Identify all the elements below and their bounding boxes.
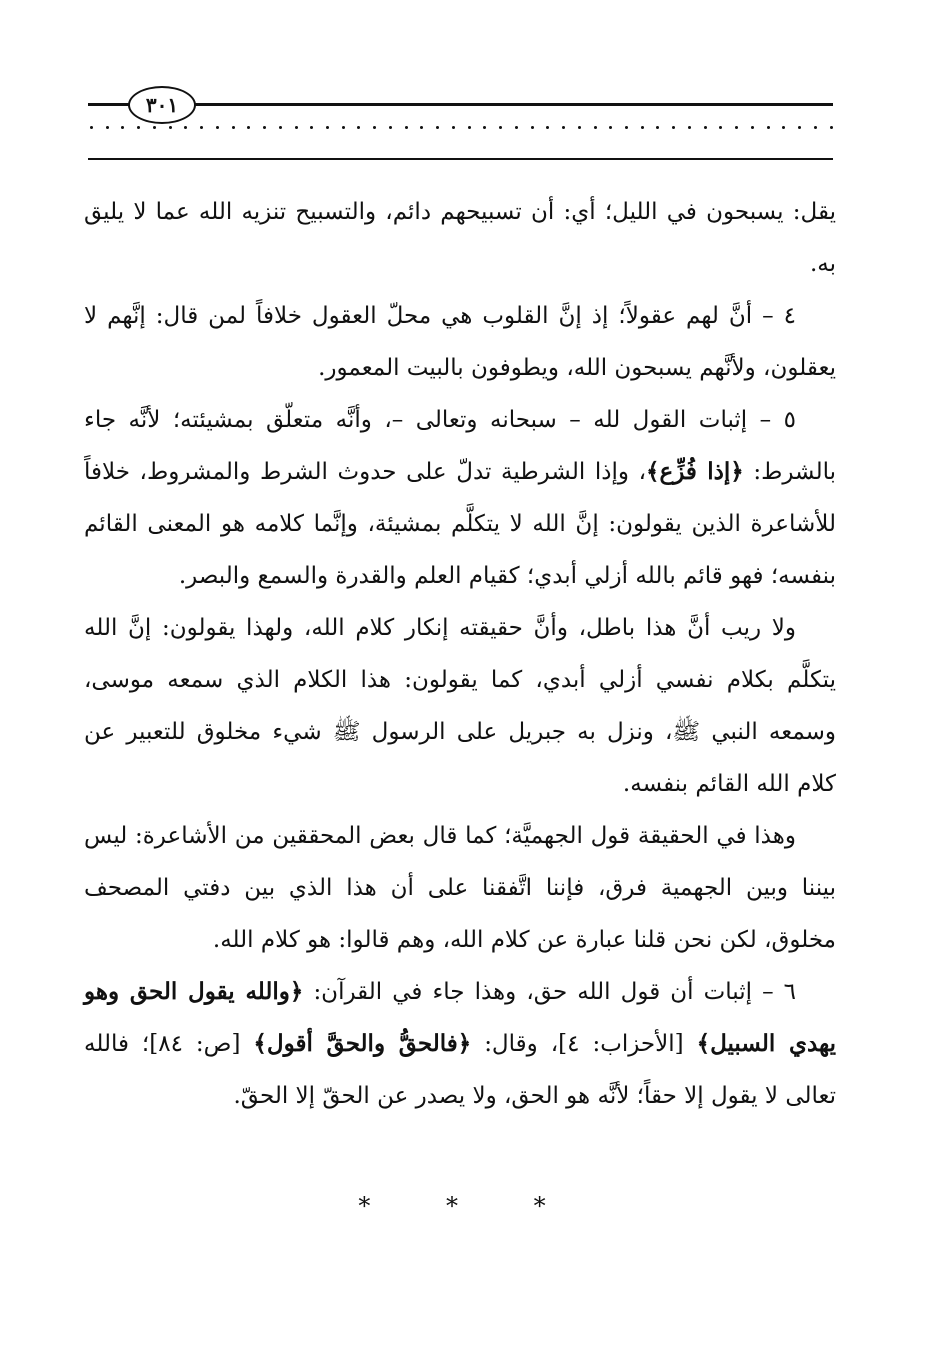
header-dot (751, 126, 754, 129)
header-dot (688, 126, 691, 129)
header-dot (232, 126, 235, 129)
header-dot (609, 126, 612, 129)
header-dot (342, 126, 345, 129)
header-dot (326, 126, 329, 129)
header-dot (137, 126, 140, 129)
paragraph-jahmiyya: وهذا في الحقيقة قول الجهميَّة؛ كما قال بعض المحققين من الأشاعرة: ليس بيننا وبين الجهمية فرق، فإننا اتَّفقنا على أن هذا الذي بين دفتي المصحف مخلوق، لكن نحن قلنا عبارة عن كلام الله، وهم قالوا: هو كلام الله. (84, 823, 836, 953)
header-dot (546, 126, 549, 129)
paragraph-point-5 (84, 394, 836, 602)
page-number-badge (128, 86, 196, 124)
paragraph-1: يقل: يسبحون في الليل؛ أي: أن تسبيحهم دائم، والتسبيح تنزيه الله عما لا يليق به. (84, 199, 836, 277)
quran-reference-ahzab: [الأحزاب: ٤] (558, 1031, 684, 1057)
header-dot (405, 126, 408, 129)
header-dot (121, 126, 124, 129)
header-dot (719, 126, 722, 129)
paragraph-point-4: ٤ – أنَّ لهم عقولاً؛ إذ إنَّ القلوب هي محلّ العقول خلافاً لمن قال: إنَّهم لا يعقلون، ولأنَّهم يسبحون الله، ويطوفون بالبيت المعمور. (84, 303, 836, 381)
header-dot (625, 126, 628, 129)
paragraph-point-6-text-c: ؛ فالله تعالى لا يقول إلا حقاً؛ لأنَّه هو الحق، ولا يصدر عن الحقّ إلا الحقّ. (84, 1031, 836, 1109)
paragraph-point-6-text-b: ، وقال: (484, 1031, 559, 1057)
quran-reference-sad: [ص: ٨٤] (149, 1031, 241, 1057)
header-dot (798, 126, 801, 129)
header-dot (704, 126, 707, 129)
page-number: ٣٠١ (145, 93, 179, 117)
paragraph-point-5-text-a: ٥ – إثبات القول لله – سبحانه وتعالى –، وأنَّه متعلّق بمشيئته؛ لأنَّه جاء بالشرط: (84, 407, 836, 485)
header-top-rule (88, 103, 833, 106)
header-dot (216, 126, 219, 129)
header-dot (184, 126, 187, 129)
header-dot (389, 126, 392, 129)
header-dot (767, 126, 770, 129)
header-dotted-line (90, 126, 833, 136)
header-dot (436, 126, 439, 129)
header-dot (373, 126, 376, 129)
header-dot (153, 126, 156, 129)
header-dot (295, 126, 298, 129)
header-dot (672, 126, 675, 129)
header-dot (578, 126, 581, 129)
header-dot (106, 126, 109, 129)
header-dot (420, 126, 423, 129)
paragraph-point-6 (84, 966, 836, 1122)
header-dot (263, 126, 266, 129)
page-header (0, 0, 938, 170)
quran-quote-ahzab: ﴿والله يقول الحق وهو يهدي السبيل﴾ (84, 978, 837, 1057)
header-dot (562, 126, 565, 129)
paragraph-refutation: ولا ريب أنَّ هذا باطل، وأنَّ حقيقته إنكار كلام الله، ولهذا يقولون: إنَّ الله يتكلَّم بكلام نفسي أزلي أبدي، كما يقولون: هذا الكلام الذي سمعه موسى، وسمعه النبي ﷺ، ونزل به جبريل على الرسول ﷺ شيء مخلوق للتعبير عن كلام الله القائم بنفسه. (84, 615, 836, 797)
header-dot (531, 126, 534, 129)
header-dot (499, 126, 502, 129)
header-dot (247, 126, 250, 129)
header-dot (656, 126, 659, 129)
header-dot (357, 126, 360, 129)
section-end-stars: * * * (358, 1192, 580, 1220)
header-dot (782, 126, 785, 129)
quran-quote-sad: ﴿فالحقُّ والحقَّ أقول﴾ (253, 1030, 472, 1057)
header-dot (169, 126, 172, 129)
header-bottom-rule (88, 158, 833, 160)
page-body (84, 186, 836, 1122)
header-dot (483, 126, 486, 129)
header-dot (90, 126, 93, 129)
quran-quote-idha-fuzzia: ﴿إذا فُزِّع﴾ (646, 458, 744, 485)
paragraph-point-6-text-a: ٦ – إثبات أن قول الله حق، وهذا جاء في القرآن: (313, 979, 796, 1005)
paragraph-point-5-text-b: ، وإذا الشرطية تدلّ على حدوث الشرط والمشروط، خلافاً للأشاعرة الذين يقولون: إنَّ الله لا يتكلَّم بمشيئة، وإنَّما كلامه هو المعنى القائم بنفسه؛ فهو قائم بالله أزلي أبدي؛ كقيام العلم والقدرة والسمع والبصر. (84, 459, 836, 589)
header-dot (310, 126, 313, 129)
header-dot (735, 126, 738, 129)
header-dot (594, 126, 597, 129)
header-dot (452, 126, 455, 129)
header-dot (515, 126, 518, 129)
header-dot (830, 126, 833, 129)
header-dot (814, 126, 817, 129)
header-dot (468, 126, 471, 129)
header-dot (641, 126, 644, 129)
header-dot (279, 126, 282, 129)
header-dot (200, 126, 203, 129)
